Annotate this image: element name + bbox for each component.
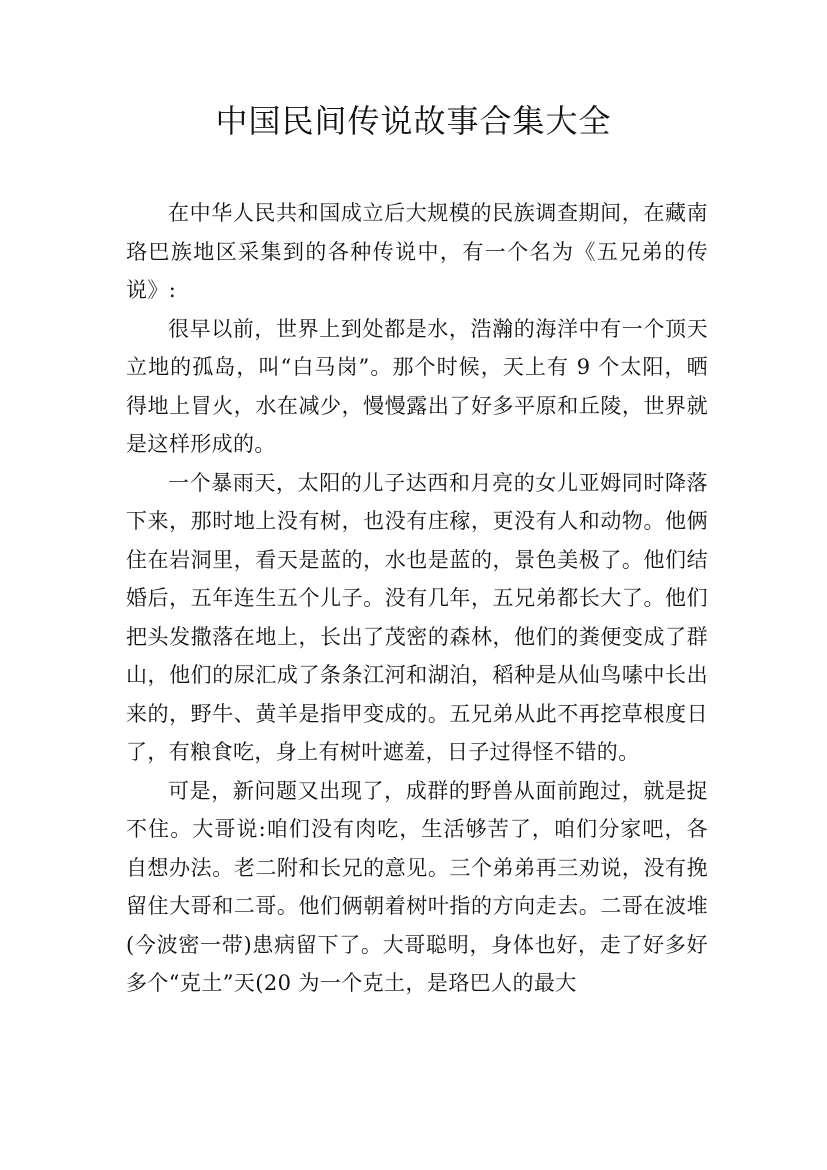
paragraph-intro: 在中华人民共和国成立后大规模的民族调查期间，在藏南珞巴族地区采集到的各种传说中，有一个名为《五兄弟的传说》:: [126, 201, 708, 302]
paragraph-separation: 可是，新问题又出现了，成群的野兽从面前跑过，就是捉不住。大哥说:咱们没有肉吃，生活够苦了，咱们分家吧，各自想办法。老二附和长兄的意见。三个弟弟再三劝说，没有挽留住大哥和二哥。他们俩朝着树叶指的方向走去。二哥在波堆(今波密一带)患病留下了。大哥聪明，身体也好，走了好多好多个“克土”天(20 为一个克土，是珞巴人的最大: [126, 778, 708, 995]
document-body: [126, 194, 708, 1003]
document-title: 中国民间传说故事合集大全: [215, 102, 612, 140]
paragraph-origin-world: 很早以前，世界上到处都是水，浩瀚的海洋中有一个顶天立地的孤岛，叫“白马岗”。那个时候，天上有 9 个太阳，晒得地上冒火，水在减少，慢慢露出了好多平原和丘陵，世界就是这样形成的。: [126, 316, 708, 456]
paragraph-five-brothers: 一个暴雨天，太阳的儿子达西和月亮的女儿亚姆同时降落下来，那时地上没有树，也没有庄稼，更没有人和动物。他俩住在岩洞里，看天是蓝的，水也是蓝的，景色美极了。他们结婚后，五年连生五个儿子。没有几年，五兄弟都长大了。他们把头发撒落在地上，长出了茂密的森林，他们的粪便变成了群山，他们的尿汇成了条条江河和湖泊，稻种是从仙鸟嗉中长出来的，野牛、黄羊是指甲变成的。五兄弟从此不再挖草根度日了，有粮食吃，身上有树叶遮羞，日子过得怪不错的。: [126, 470, 708, 764]
